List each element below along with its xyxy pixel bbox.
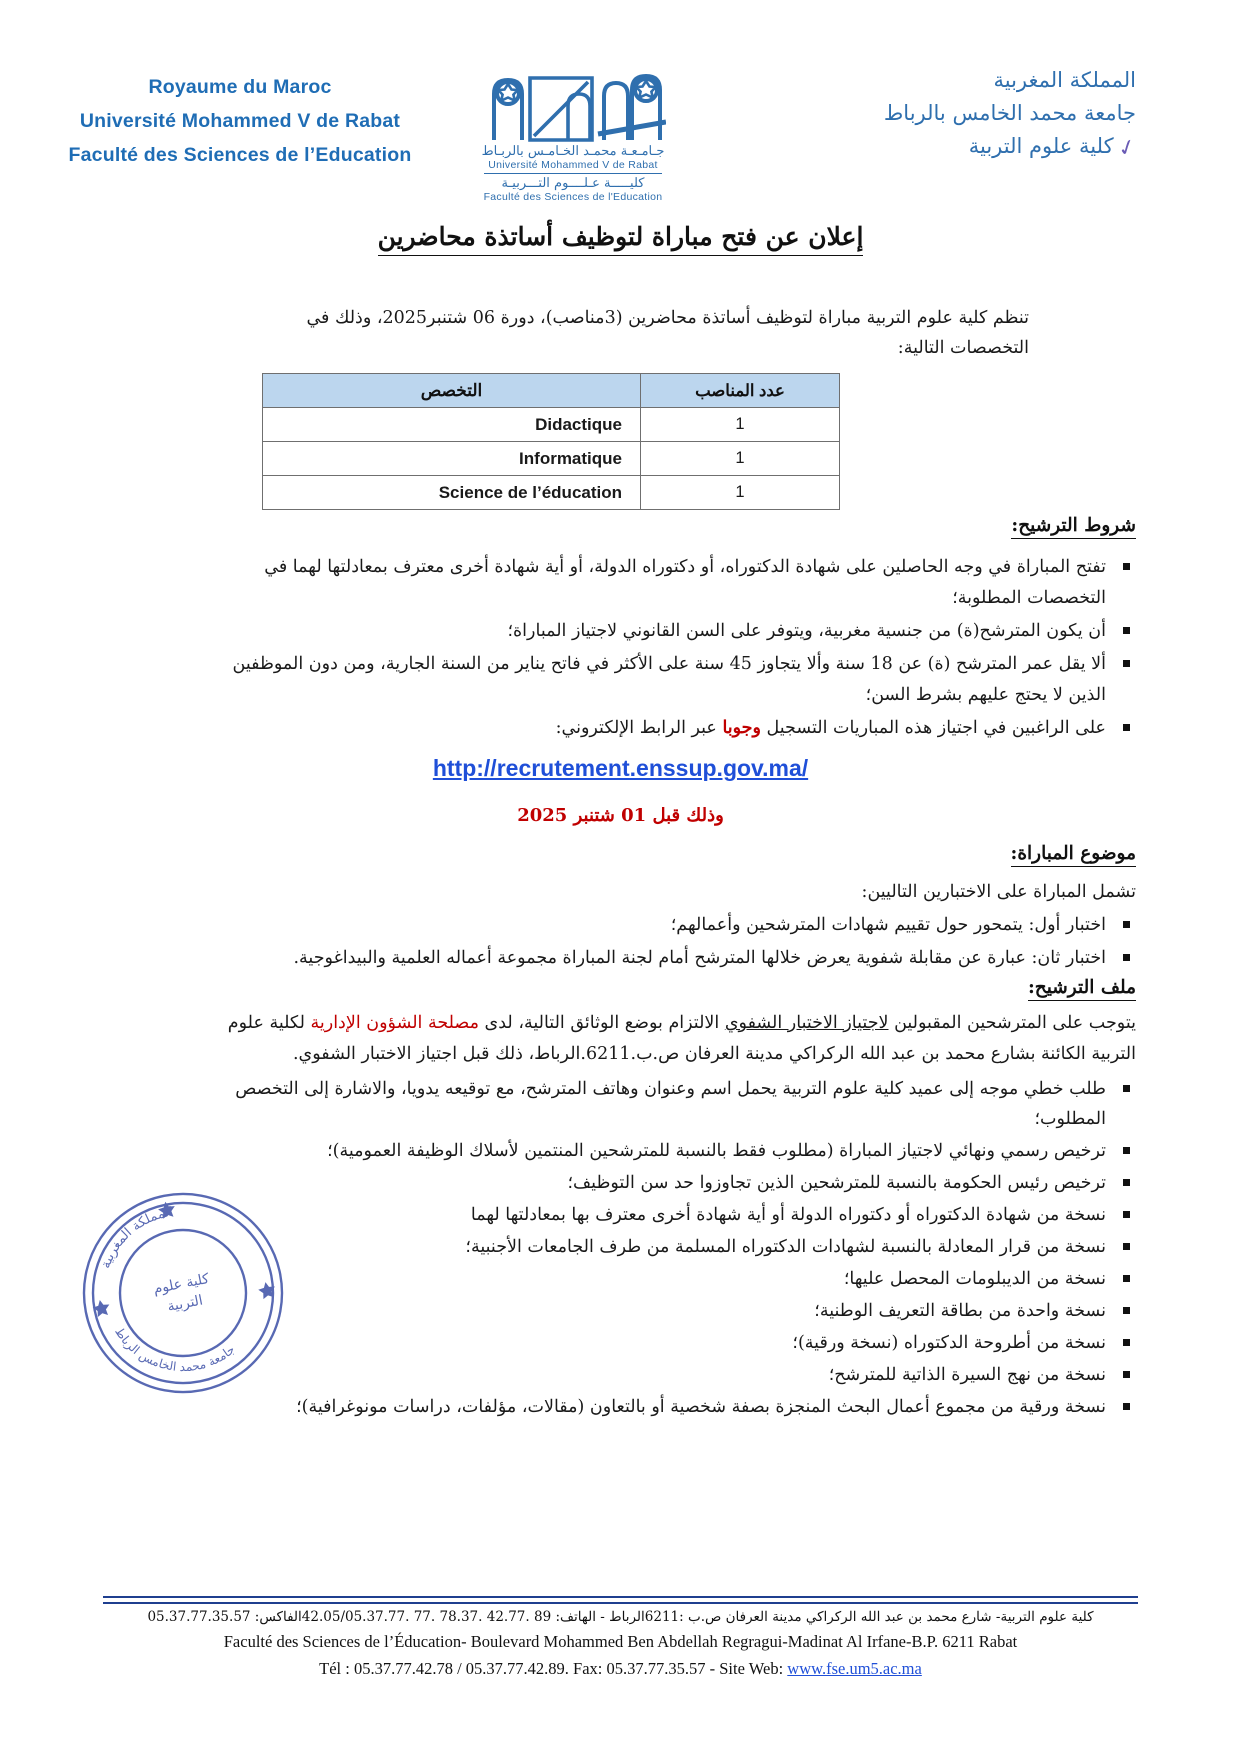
list-item (218, 552, 1136, 614)
specialties-table (262, 373, 840, 510)
section-heading-subject (1011, 843, 1137, 864)
registration-suffix: عبر الرابط الإلكتروني: (555, 718, 723, 738)
square-bullet-icon (1123, 724, 1130, 731)
list-item (218, 1392, 1136, 1422)
list-item (218, 1264, 1136, 1294)
cell-specialty-text: Informatique (519, 448, 622, 468)
list-item (218, 943, 1136, 974)
table-header-row (263, 374, 840, 408)
square-bullet-icon (1123, 1085, 1130, 1092)
list-item-registration (218, 713, 1136, 744)
table-row (263, 476, 840, 510)
dossier-lead-part1: يتوجب على المترشحين المقبولين (888, 1013, 1136, 1033)
dossier-item-text: نسخة واحدة من بطاقة التعريف الوطنية؛ (814, 1301, 1106, 1321)
list-item (218, 1328, 1136, 1358)
square-bullet-icon (1123, 1243, 1130, 1250)
stamp-outer-text: المملكة المغربية (98, 1204, 174, 1271)
square-bullet-icon (1123, 954, 1130, 961)
footer-divider (103, 1596, 1138, 1604)
subject-list (218, 910, 1136, 976)
cell-specialty (263, 442, 641, 476)
dossier-item-text: نسخة من قرار المعادلة بالنسبة لشهادات الدكتوراه المسلمة من طرف الجامعات الأجنبية؛ (465, 1237, 1106, 1257)
intro-paragraph: تنظم كلية علوم التربية مباراة لتوظيف أساتذة محاضرين (3مناصب)، دورة 06 شتنبر2025، وذلك في التخصصات التالية: (306, 308, 1029, 358)
official-stamp (60, 1170, 306, 1416)
header-arabic-line-1: المملكة المغربية (993, 68, 1136, 92)
cell-count: 1 (641, 442, 840, 476)
dossier-lead-part3: لكلية علوم التربية الكائنة بشارع محمد بن عبد الله الركراكي مدينة العرفان ص.ب.6211.الرباط، ذلك قبل اجتياز الاختبار الشفوي. (227, 1013, 1136, 1064)
logo-arabic-calligraphy-1: جـامـعـة محمـد الخـامـس بالربـاط (481, 144, 665, 159)
registration-url-link[interactable]: http://recrutement.enssup.gov.ma/ (432, 755, 809, 781)
deadline-text: وذلك قبل 01 شتنبر 2025 (517, 805, 724, 826)
header-french-line-2: Université Mohammed V de Rabat (79, 110, 401, 132)
signature-flourish-icon: ✓ (1114, 133, 1140, 164)
stamp-seal-icon (60, 1170, 306, 1416)
registration-emphasis: وجوبا (722, 718, 761, 738)
square-bullet-icon (1123, 1403, 1130, 1410)
square-bullet-icon (1123, 1179, 1130, 1186)
specialties-table-body (263, 408, 840, 510)
header-arabic-line-2: جامعة محمد الخامس بالرباط (883, 101, 1136, 125)
list-item (218, 616, 1136, 647)
square-bullet-icon (1123, 1211, 1130, 1218)
cell-count: 1 (641, 408, 840, 442)
subject-item-text: اختبار أول: يتمحور حول تقييم شهادات المترشحين وأعمالهم؛ (670, 915, 1106, 935)
logo-arabic-calligraphy-2: كليـــــة عـلــــوم التـــربيـة (501, 176, 645, 191)
square-bullet-icon (1123, 563, 1130, 570)
section-heading-conditions (1011, 515, 1136, 536)
header-arabic-line-3-wrap (756, 130, 1140, 165)
list-item (218, 1296, 1136, 1326)
list-item (218, 910, 1136, 941)
condition-text: أن يكون المترشح(ة) من جنسية مغربية، ويتوفر على السن القانوني لاجتياز المباراة؛ (507, 621, 1106, 641)
dossier-item-text: ترخيص رئيس الحكومة بالنسبة للمترشحين الذين تجاوزوا حد سن التوظيف؛ (567, 1173, 1106, 1193)
dossier-item-text: نسخة من الديبلومات المحصل عليها؛ (843, 1269, 1106, 1289)
dossier-lead-paragraph (218, 1008, 1136, 1070)
column-header-count: عدد المناصب (641, 374, 840, 408)
cell-specialty (263, 476, 641, 510)
cell-specialty (263, 408, 641, 442)
university-logo (468, 60, 678, 210)
subject-item-text: اختبار ثان: عبارة عن مقابلة شفوية يعرض خلالها المترشح أمام لجنة المباراة مجموعة أعماله العلمية والبيداغوجية. (293, 948, 1106, 968)
dossier-lead-highlight: مصلحة الشؤون الإدارية (310, 1013, 479, 1033)
registration-url-line (0, 755, 1241, 782)
dossier-lead-part2: الالتزام بوضع الوثائق التالية، لدى (478, 1013, 725, 1033)
dossier-item-text: نسخة من شهادة الدكتوراه أو دكتوراه الدولة أو أية شهادة أخرى معترف بها بمعادلتها لهما (470, 1205, 1106, 1225)
section-heading-dossier-text: ملف الترشيح: (1028, 977, 1136, 1001)
conditions-list (218, 552, 1136, 746)
dossier-item-text: طلب خطي موجه إلى عميد كلية علوم التربية يحمل اسم وعنوان وهاتف المترشح، مع توقيعه يدويا، والاشارة إلى التخصص المطلوب؛ (235, 1079, 1106, 1129)
square-bullet-icon (1123, 1339, 1130, 1346)
dossier-item-text: نسخة ورقية من مجموع أعمال البحث المنجزة بصفة شخصية أو بالتعاون (مقالات، مؤلفات، دراسات مونوغرافية)؛ (296, 1397, 1106, 1417)
dossier-item-text: ترخيص رسمي ونهائي لاجتياز المباراة (مطلوب فقط بالنسبة للمترشحين المنتمين لأسلاك الوظيفة العمومية)؛ (327, 1141, 1106, 1161)
square-bullet-icon (1123, 1275, 1130, 1282)
column-header-specialty: التخصص (263, 374, 641, 408)
dossier-lead-underline: لاجتياز الاختبار الشفوي (724, 1013, 889, 1033)
condition-text: تفتح المباراة في وجه الحاصلين على شهادة الدكتوراه، أو دكتوراه الدولة، أو أية شهادة أخرى معترف بمعادلتها لهما في التخصصات المطلوبة؛ (264, 557, 1106, 608)
list-item (218, 1200, 1136, 1230)
dossier-list (218, 1074, 1136, 1424)
footer-french-address: Faculté des Sciences de l’Éducation- Boulevard Mohammed Ben Abdellah Regragui-Madinat Al Irfane-B.P. 6211 Rabat (223, 1632, 1018, 1651)
page-title-text: إعلان عن فتح مباراة لتوظيف أساتذة محاضرين (378, 222, 864, 256)
stamp-inner-text-line2: التربية (166, 1292, 205, 1316)
document-footer (0, 1606, 1241, 1682)
square-bullet-icon (1123, 1371, 1130, 1378)
page-title (0, 222, 1241, 251)
square-bullet-icon (1123, 660, 1130, 667)
stamp-inner-text-line1: كلية علوم (152, 1270, 211, 1298)
dossier-item-text: نسخة من نهج السيرة الذاتية للمترشح؛ (828, 1365, 1106, 1385)
logo-latin-line-1: Université Mohammed V de Rabat (488, 159, 658, 171)
cell-specialty-text: Didactique (535, 414, 622, 434)
subject-lead: تشمل المباراة على الاختبارين التاليين: (861, 882, 1136, 902)
section-heading-conditions-text: شروط الترشيح: (1011, 515, 1136, 539)
list-item (218, 1232, 1136, 1262)
list-item (218, 1074, 1136, 1134)
header-french-line-3: Faculté des Sciences de l’Education (68, 144, 412, 166)
cell-count: 1 (641, 476, 840, 510)
table-row (263, 408, 840, 442)
square-bullet-icon (1123, 1147, 1130, 1154)
square-bullet-icon (1123, 627, 1130, 634)
section-heading-subject-text: موضوع المباراة: (1011, 843, 1137, 867)
header-arabic-block (756, 64, 1140, 165)
list-item (218, 649, 1136, 711)
specialties-table-head (263, 374, 840, 408)
list-item (218, 1360, 1136, 1390)
section-heading-dossier (1028, 977, 1136, 998)
stamp-outer-text-bottom: جامعة محمد الخامس الرباط (112, 1324, 238, 1375)
document-header (0, 52, 1241, 202)
table-row (263, 442, 840, 476)
header-french-line-1: Royaume du Maroc (148, 76, 332, 98)
logo-latin-line-2: Faculté des Sciences de l'Education (483, 191, 663, 203)
registration-prefix: على الراغبين في اجتياز هذه المباريات التسجيل (760, 718, 1106, 738)
cell-specialty-text: Science de l’éducation (438, 482, 622, 502)
logo-divider (484, 173, 662, 174)
list-item (218, 1136, 1136, 1166)
footer-website-link[interactable]: www.fse.um5.ac.ma (787, 1659, 922, 1678)
condition-text: ألا يقل عمر المترشح (ة) عن 18 سنة وألا يتجاوز 45 سنة على الأكثر في فاتح يناير من السنة الجارية، ومن دون الموظفين الذين لا يحتج عليهم بشرط السن؛ (232, 654, 1106, 705)
footer-contact-line (0, 1655, 1241, 1682)
header-arabic-line-3: كلية علوم التربية (968, 134, 1114, 158)
dossier-item-text: نسخة من أطروحة الدكتوراه (نسخة ورقية)؛ (792, 1333, 1106, 1353)
footer-contact-text: Tél : 05.37.77.42.78 / 05.37.77.42.89. Fax: 05.37.77.35.57 - Site Web: (319, 1659, 788, 1678)
footer-arabic-address: كلية علوم التربية- شارع محمد بن عبد الله الركراكي مدينة العرفان ص.ب :6211الرباط - الهاتف: 89 .42.77 .78.37 .77 .42.05/05.37.77الفاكس: 05.37.77.35.57 (147, 1609, 1094, 1625)
list-item (218, 1168, 1136, 1198)
header-french-block (40, 70, 440, 172)
square-bullet-icon (1123, 1307, 1130, 1314)
logo-mark (480, 60, 666, 144)
square-bullet-icon (1123, 921, 1130, 928)
